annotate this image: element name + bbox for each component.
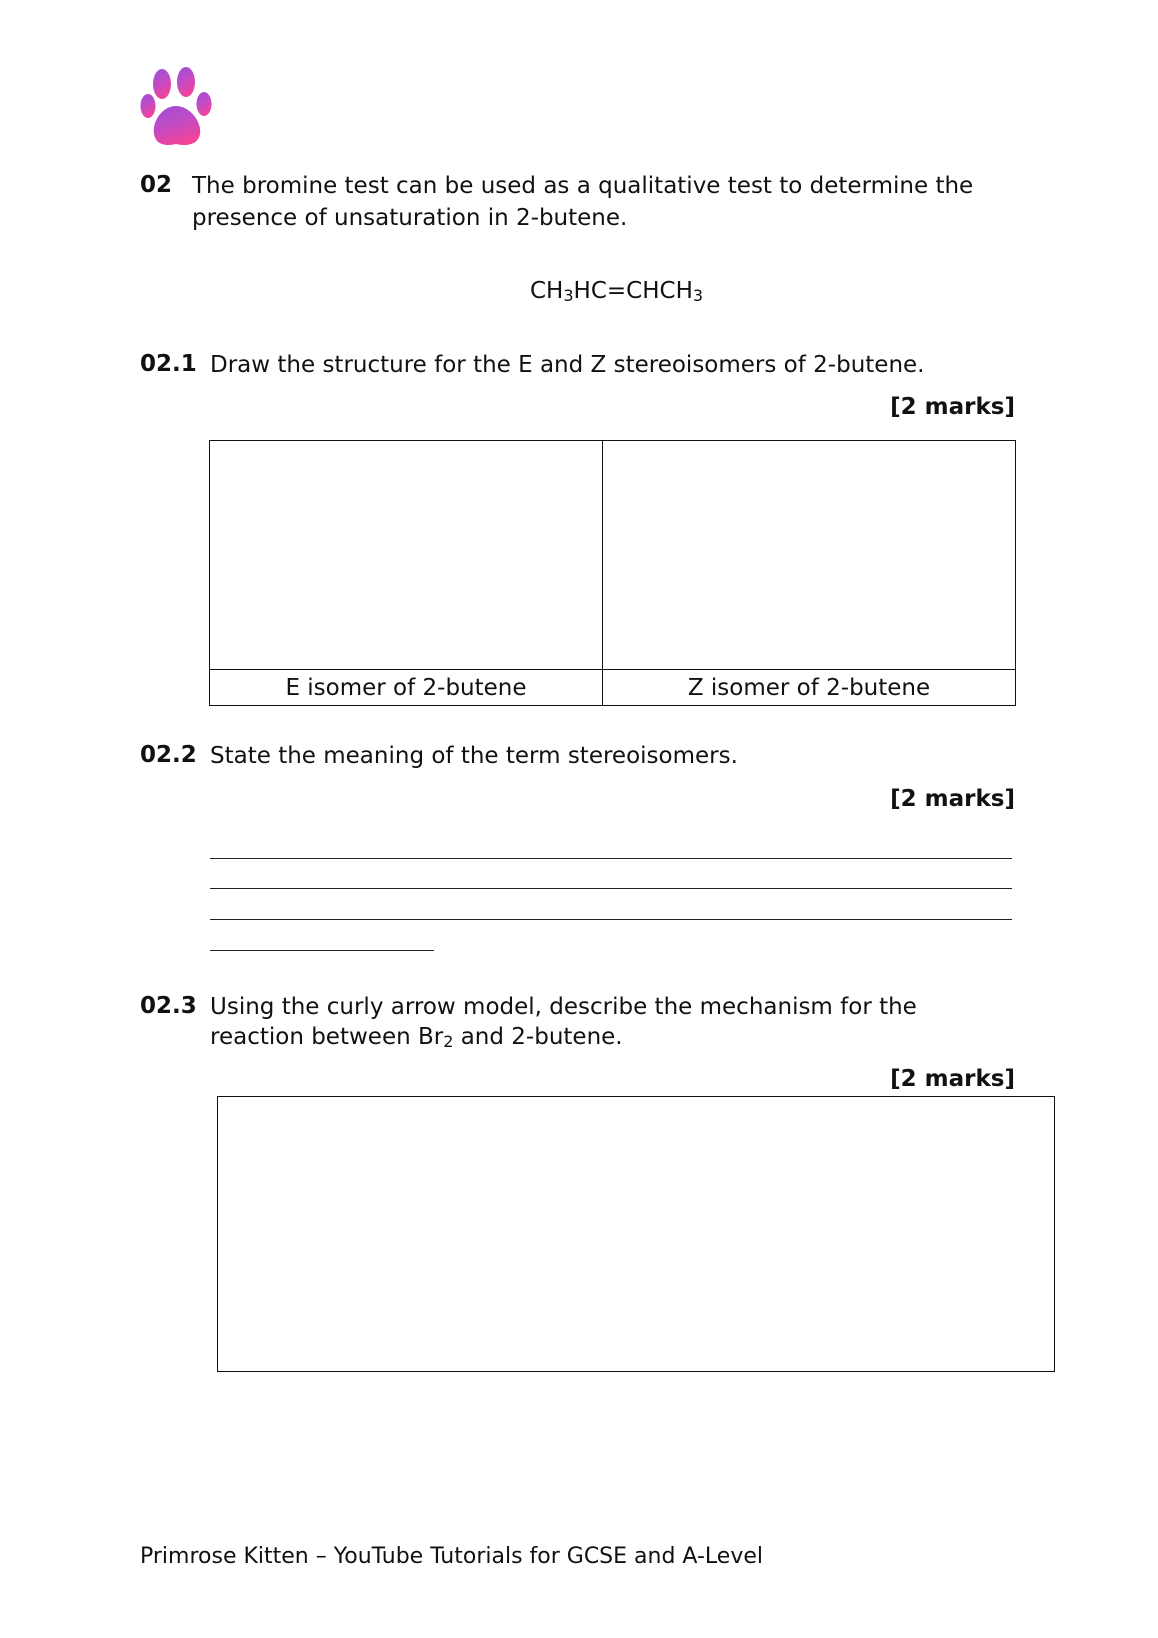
page-footer: Primrose Kitten – YouTube Tutorials for GCSE and A-Level [140,1544,763,1569]
marks-02-3: [2 marks] [890,1066,1015,1092]
question-02-text-line-2: presence of unsaturation in 2-butene. [192,205,628,231]
bromine-subscript: 2 [443,1032,454,1051]
question-number-02-3: 02.3 [140,993,197,1019]
marks-02-2: [2 marks] [890,786,1015,812]
z-isomer-caption: Z isomer of 2-butene [687,675,931,701]
formula-part-1: CH [530,278,564,304]
question-02-2-text: State the meaning of the term stereoisomers. [210,743,738,769]
question-02-3-text-line-1: Using the curly arrow model, describe the mechanism for the [210,994,917,1020]
formula-subscript-1: 3 [563,286,574,305]
text-line-2-part-a: reaction between Br [210,1024,444,1050]
isomer-drawing-table [209,440,1016,706]
question-02-text-line-1: The bromine test can be used as a qualitative test to determine the [192,173,974,199]
e-isomer-caption: E isomer of 2-butene [285,675,527,701]
answer-line-4[interactable] [210,950,434,951]
question-02-3-text-line-2 [210,1021,623,1058]
mechanism-answer-box[interactable] [217,1096,1055,1372]
butene-formula [530,278,703,305]
answer-line-2[interactable] [210,888,1012,889]
question-number-02: 02 [140,172,173,198]
question-02-1-text: Draw the structure for the E and Z stereoisomers of 2-butene. [210,352,925,378]
answer-line-1[interactable] [210,858,1012,859]
formula-part-2: HC=CHCH [573,278,693,304]
formula-subscript-2: 3 [692,286,704,305]
paw-logo-icon [140,66,216,150]
marks-02-1: [2 marks] [890,394,1015,420]
question-number-02-1: 02.1 [140,351,197,377]
e-isomer-drawing-area[interactable] [210,441,602,669]
z-isomer-drawing-area[interactable] [603,441,1015,669]
question-number-02-2: 02.2 [140,742,197,768]
text-line-2-part-b: and 2-butene. [453,1024,623,1050]
answer-line-3[interactable] [210,919,1012,920]
